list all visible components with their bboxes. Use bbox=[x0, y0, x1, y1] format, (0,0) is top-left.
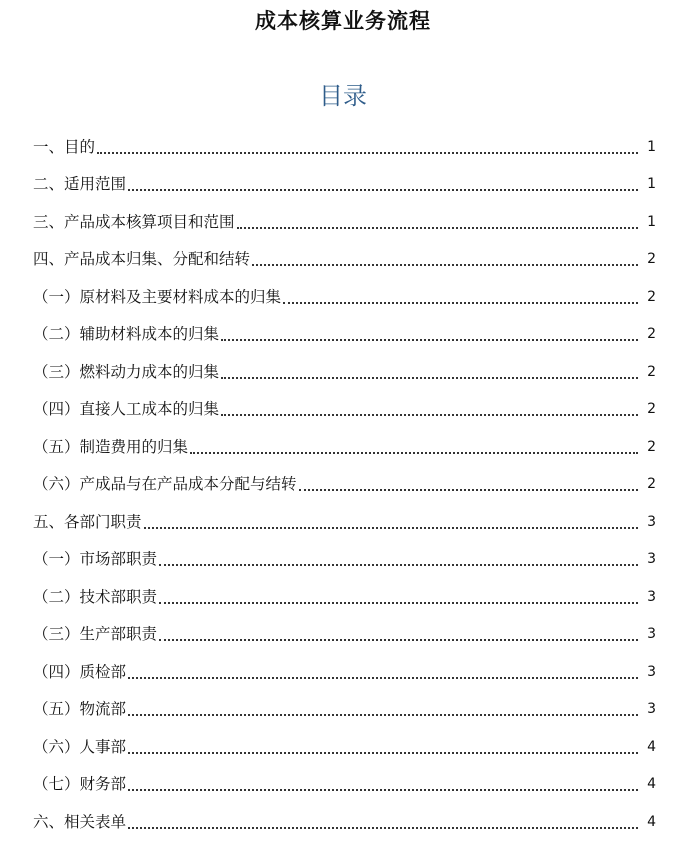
toc-entry-text: （四）直接人工成本的归集 bbox=[33, 400, 220, 418]
dot-leader bbox=[128, 189, 638, 191]
toc-entry-text: 六、相关表单 bbox=[33, 812, 127, 831]
toc-page-number: 3 bbox=[647, 701, 656, 717]
toc-entry-auxiliary-materials[interactable] bbox=[0, 313, 686, 351]
toc-entry-text: 一、目的 bbox=[33, 137, 96, 156]
dot-leader bbox=[128, 677, 638, 679]
dot-leader bbox=[128, 752, 638, 754]
toc-page-number: 1 bbox=[647, 176, 656, 192]
toc-page-number: 3 bbox=[647, 588, 656, 605]
dot-leader bbox=[159, 602, 638, 604]
dot-leader bbox=[221, 339, 638, 341]
toc-page-number: 4 bbox=[647, 738, 656, 755]
toc-entry-technical-dept[interactable] bbox=[0, 575, 686, 613]
toc-entry-text: （一）市场部职责 bbox=[33, 550, 158, 568]
toc-entry-text: （一）原材料及主要材料成本的归集 bbox=[33, 287, 282, 306]
toc-page-number: 2 bbox=[647, 476, 656, 492]
toc-page-number: 2 bbox=[647, 326, 656, 342]
toc-page-number: 3 bbox=[647, 626, 656, 642]
dot-leader bbox=[252, 264, 638, 266]
dot-leader bbox=[283, 302, 638, 304]
toc-page-number: 1 bbox=[647, 213, 656, 230]
dot-leader bbox=[221, 414, 638, 416]
toc-page-number: 1 bbox=[647, 138, 656, 155]
document-title: 成本核算业务流程 bbox=[255, 8, 431, 33]
dot-leader bbox=[299, 489, 638, 491]
toc-entry-text: （六）人事部 bbox=[33, 737, 127, 756]
dot-leader bbox=[97, 152, 638, 154]
toc-entry-quality-dept[interactable] bbox=[0, 650, 686, 688]
toc-entry-cost-allocation[interactable] bbox=[0, 238, 686, 276]
toc-entry-text: （七）财务部 bbox=[33, 775, 127, 793]
toc-page-number: 2 bbox=[647, 363, 656, 380]
toc-entry-text: （二）辅助材料成本的归集 bbox=[33, 325, 220, 343]
dot-leader bbox=[128, 827, 638, 829]
dot-leader bbox=[159, 639, 638, 641]
toc-entry-text: （二）技术部职责 bbox=[33, 587, 158, 606]
toc-page-number: 4 bbox=[647, 813, 656, 830]
toc-entry-cost-items[interactable] bbox=[0, 200, 686, 238]
toc-entry-text: 四、产品成本归集、分配和结转 bbox=[33, 250, 251, 268]
toc-entry-text: 三、产品成本核算项目和范围 bbox=[33, 212, 235, 231]
toc-page-number: 2 bbox=[647, 288, 656, 305]
dot-leader bbox=[221, 377, 638, 379]
toc-entry-text: （三）燃料动力成本的归集 bbox=[33, 362, 220, 381]
toc-entry-fuel-power[interactable] bbox=[0, 350, 686, 388]
toc-entry-text: （五）制造费用的归集 bbox=[33, 437, 189, 456]
toc-entry-text: 二、适用范围 bbox=[33, 175, 127, 193]
toc-entry-hr-dept[interactable] bbox=[0, 725, 686, 763]
toc-entry-marketing-dept[interactable] bbox=[0, 538, 686, 576]
toc-entry-manufacturing-overhead[interactable] bbox=[0, 425, 686, 463]
toc-entry-logistics-dept[interactable] bbox=[0, 688, 686, 726]
toc-entry-raw-materials[interactable] bbox=[0, 275, 686, 313]
toc-page-number: 2 bbox=[647, 438, 656, 455]
dot-leader bbox=[159, 564, 638, 566]
toc-entry-department-duties[interactable] bbox=[0, 500, 686, 538]
dot-leader bbox=[190, 452, 638, 454]
toc-entry-text: （四）质检部 bbox=[33, 662, 127, 681]
toc-page-number: 2 bbox=[647, 401, 656, 417]
table-of-contents bbox=[0, 125, 686, 838]
toc-entry-purpose[interactable] bbox=[0, 125, 686, 163]
toc-entry-production-dept[interactable] bbox=[0, 613, 686, 651]
toc-page-number: 3 bbox=[647, 663, 656, 680]
toc-page-number: 3 bbox=[647, 551, 656, 567]
dot-leader bbox=[128, 714, 638, 716]
toc-entry-text: 五、各部门职责 bbox=[33, 512, 142, 531]
dot-leader bbox=[144, 527, 638, 529]
dot-leader bbox=[237, 227, 638, 229]
toc-page-number: 4 bbox=[647, 776, 656, 792]
toc-entry-direct-labor[interactable] bbox=[0, 388, 686, 426]
toc-entry-finance-dept[interactable] bbox=[0, 763, 686, 801]
toc-entry-scope[interactable] bbox=[0, 163, 686, 201]
toc-entry-text: （三）生产部职责 bbox=[33, 625, 158, 643]
toc-entry-finished-goods[interactable] bbox=[0, 463, 686, 501]
toc-entry-text: （五）物流部 bbox=[33, 700, 127, 718]
toc-entry-related-forms[interactable] bbox=[0, 800, 686, 838]
dot-leader bbox=[128, 789, 638, 791]
toc-page-number: 2 bbox=[647, 251, 656, 267]
toc-entry-text: （六）产成品与在产品成本分配与结转 bbox=[33, 475, 297, 493]
toc-page-number: 3 bbox=[647, 513, 656, 530]
toc-heading: 目录 bbox=[319, 82, 367, 110]
